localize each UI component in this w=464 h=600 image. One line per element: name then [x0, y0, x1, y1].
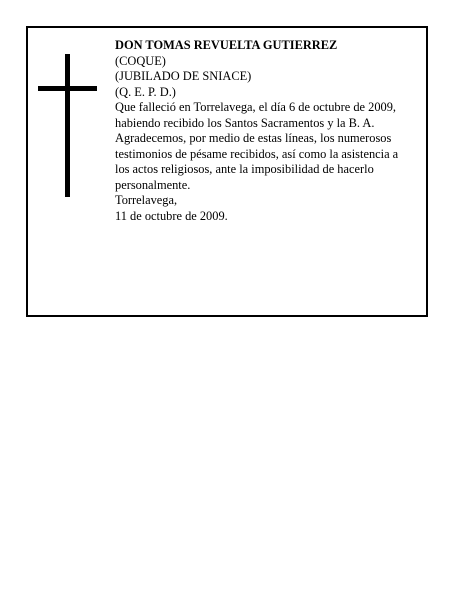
deceased-nickname: (COQUE): [115, 53, 166, 68]
obituary-notice: [26, 26, 428, 317]
cross-vertical-bar: [65, 54, 70, 197]
deceased-name: DON TOMAS REVUELTA GUTIERREZ: [115, 38, 338, 52]
rip-line: (Q. E. P. D.): [115, 84, 176, 99]
deceased-occupation: (JUBILADO DE SNIACE): [115, 69, 252, 83]
cross-horizontal-bar: [38, 86, 97, 91]
cross-icon: [38, 54, 98, 199]
death-paragraph: Que falleció en Torrelavega, el día 6 de octubre de 2009, habiendo recibido los Santos Sacramentos y la B. A.: [115, 100, 397, 130]
notice-text: [115, 38, 415, 224]
place-line: Torrelavega,: [115, 193, 178, 207]
date-line: 11 de octubre de 2009.: [115, 208, 228, 223]
thanks-paragraph: Agradecemos, por medio de estas líneas, los numerosos testimonios de pésame recibidos, así como la asistencia a los actos religiosos, ante la imposibilidad de hacerlo personalmente.: [115, 131, 399, 192]
